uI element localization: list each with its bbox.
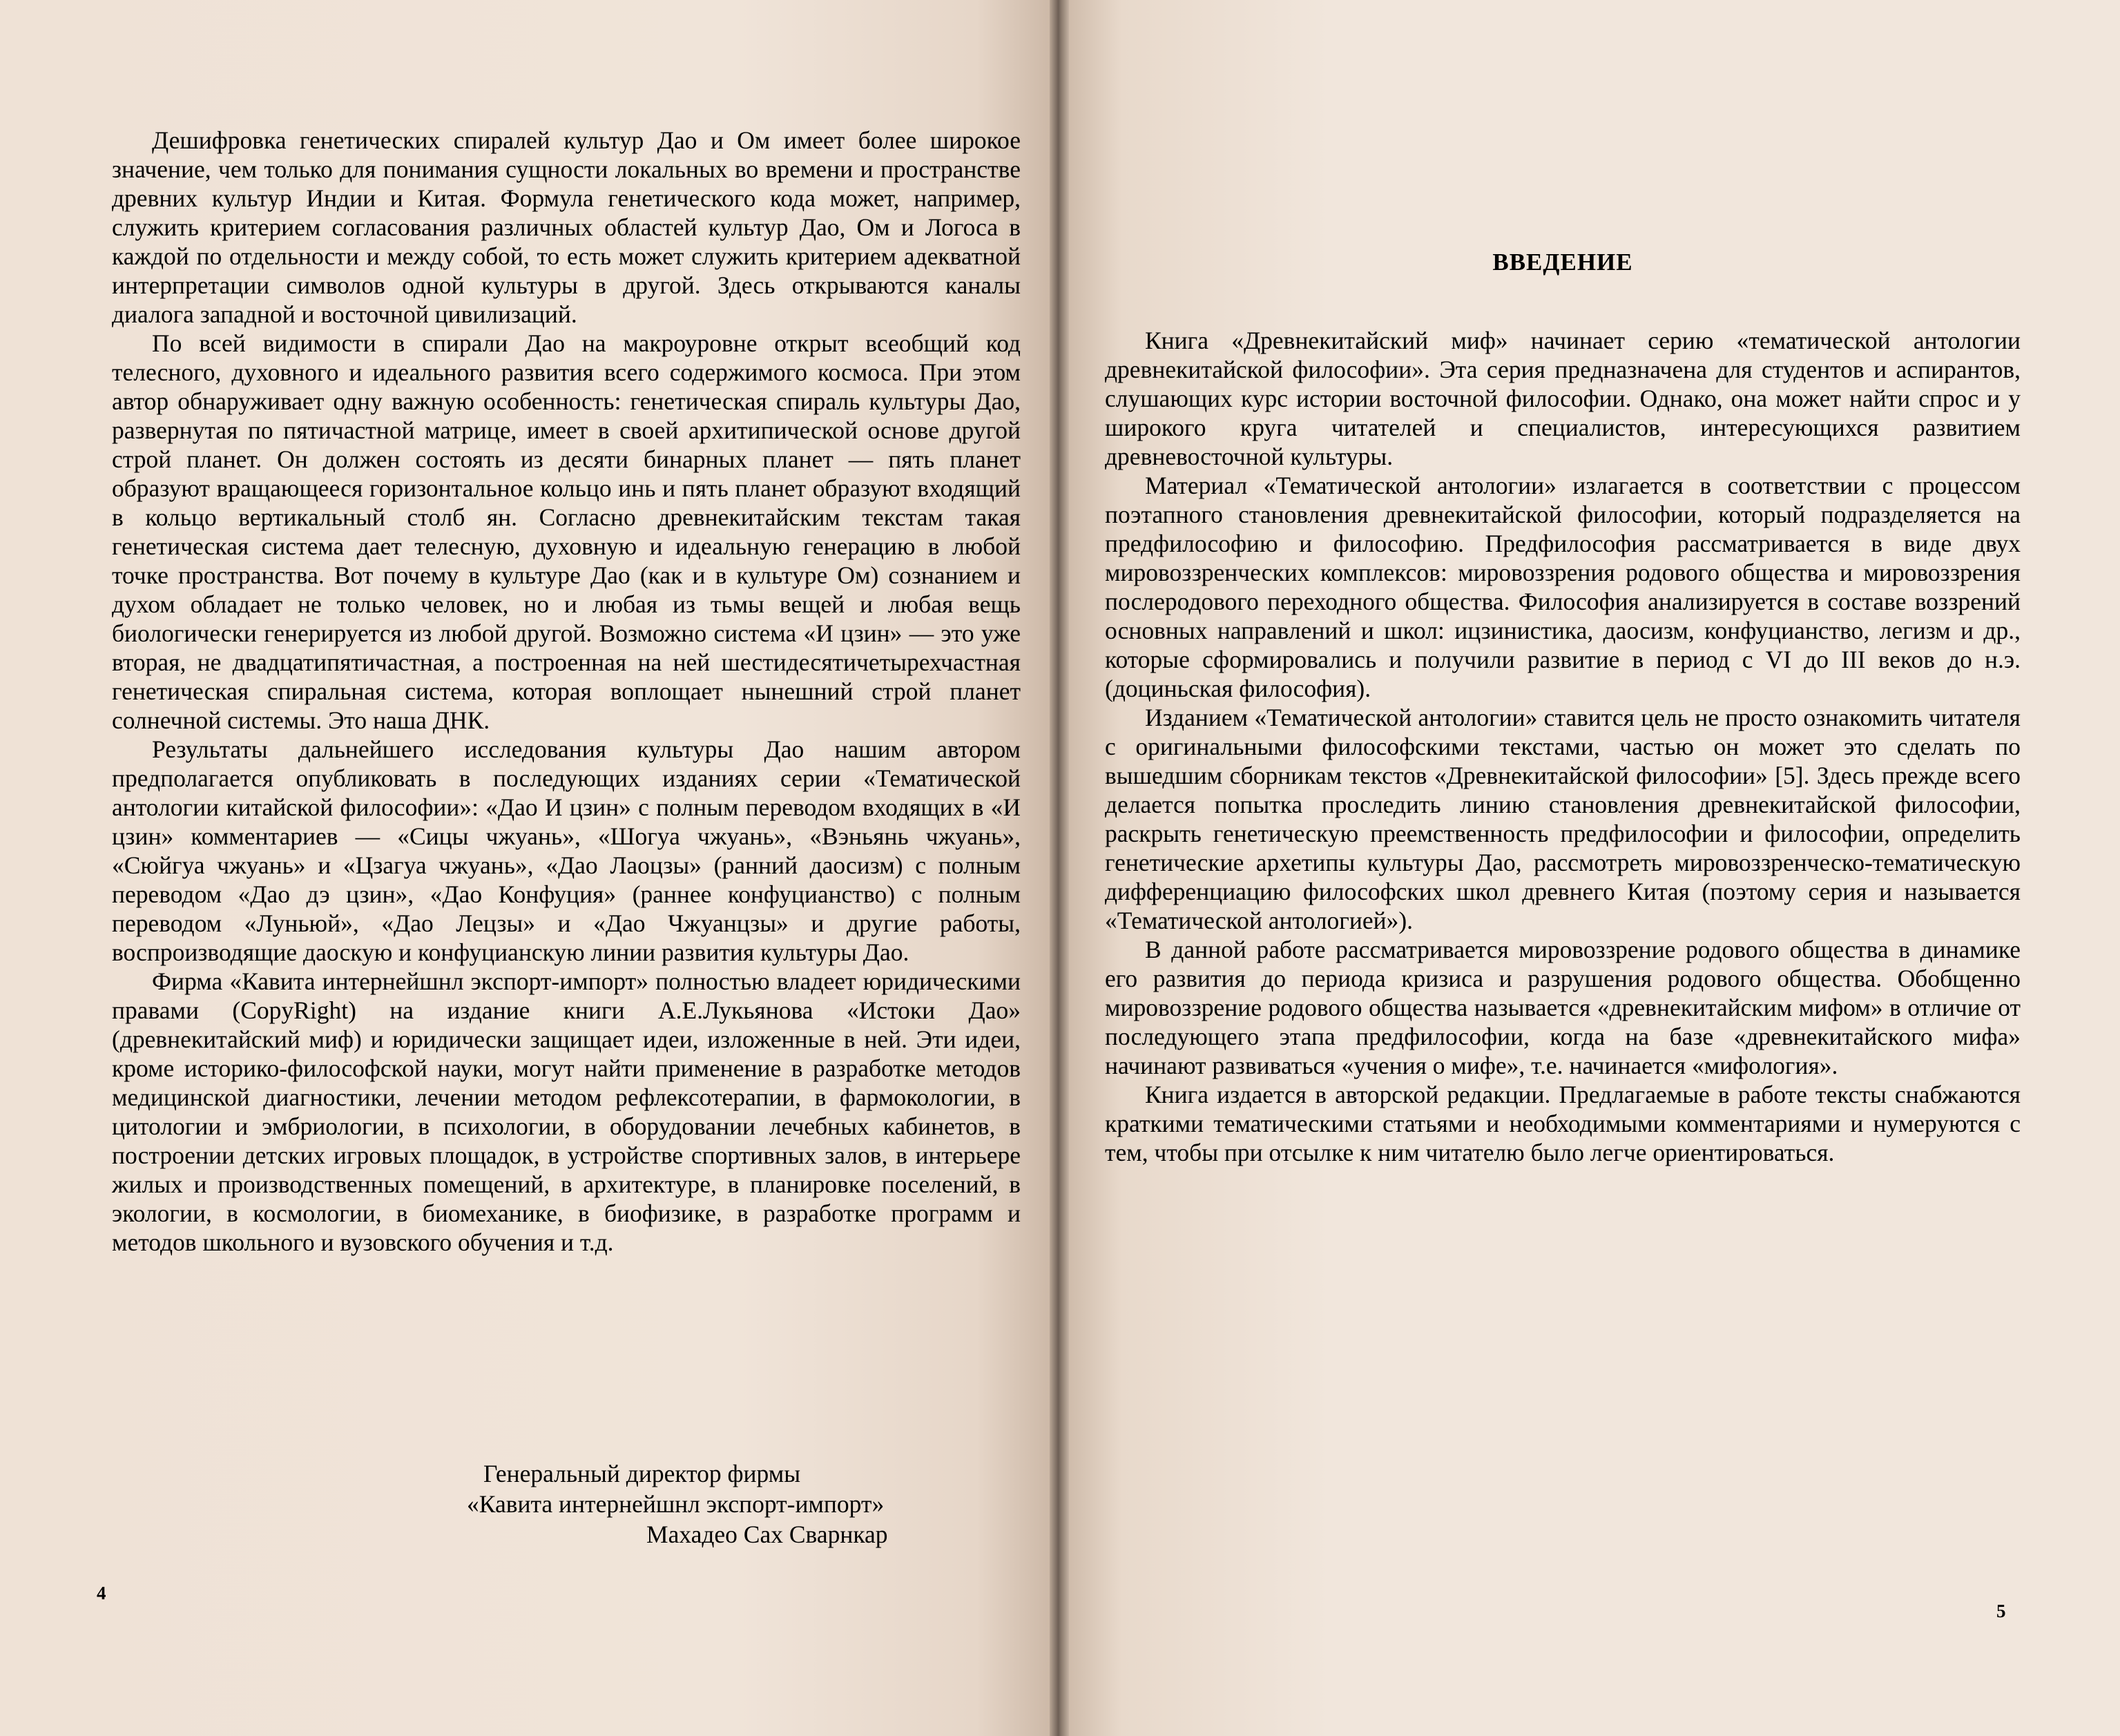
right-paragraph-3: Изданием «Тематической антологии» ставится цель не просто ознакомить читателя с оригинальными философскими текстами, частью он может это сделать по вышедшим сборникам текстов «Древнекитайской философии» [5]. Здесь прежде всего делается попытка проследить линию становления древнекитайской философии, раскрыть генетическую преемственность предфилософии и философии, определить генетические архетипы культуры Дао, рассмотреть мировоззренческо-тематическую дифференциацию философских школ древнего Китая (поэтому серия и называется «Тематической антологией»). xyxy=(1105,704,2021,934)
page-number-right: 5 xyxy=(1996,1601,2006,1621)
book-gutter xyxy=(1050,0,1069,1736)
right-paragraph-4: В данной работе рассматривается мировоззрение родового общества в динамике его развития до периода кризиса и разрушения родового общества. Обобщенно мировоззрение родового общества называется «древнекитайским мифом» в отличие от последующего этапа предфилософии, когда на базе «древнекитайского мифа» начинают развиваться «учения о мифе», т.е. начинается «мифология». xyxy=(1105,936,2021,1079)
left-paragraph-3: Результаты дальнейшего исследования культуры Дао нашим автором предполагается опубликовать в последующих изданиях серии «Тематической антологии китайской философии»: «Дао И цзин» с полным переводом входящих в «И цзин» комментариев — «Сицы чжуань», «Шогуа чжуань», «Вэньянь чжуань», «Сюйгуа чжуань» и «Цзагуа чжуань», «Дао Лаоцзы» (ранний даосизм) с полным переводом «Дао дэ цзин», «Дао Конфуция» (раннее конфуцианство) с полным переводом «Луньюй», «Дао Лецзы» и «Дао Чжуанцзы» и другие работы, воспроизводящие даоскую и конфуцианскую линии развития культуры Дао. xyxy=(112,735,1021,966)
signature-name: Махадео Сах Сварнкар xyxy=(646,1521,888,1548)
page-number-left: 4 xyxy=(97,1583,106,1603)
right-paragraph-2: Материал «Тематической антологии» излагается в соответствии с процессом поэтапного становления древнекитайской философии, который подразделяется на предфилософию и философию. Предфилософия рассматривается в виде двух мировоззренческих комплексов: мировоззрения родового общества и мировоззрения послеродового переходного общества. Философия анализируется в составе воззрений основных направлений и школ: ицзинистика, даосизм, конфуцианство, легизм и др., которые сформировались и получили развитие в период с VI до III веков до н.э. (доциньская философия). xyxy=(1105,472,2021,702)
left-paragraph-1: Дешифровка генетических спиралей культур Дао и Ом имеет более широкое значение, чем только для понимания сущности локальных во времени и пространстве древних культур Индии и Китая. Формула генетического кода может, например, служить критерием согласования различных областей культур Дао, Ом и Логоса в каждой по отдельности и между собой, то есть может служить критерием адекватной интерпретации символов одной культуры в другой. Здесь открываются каналы диалога западной и восточной цивилизаций. xyxy=(112,126,1021,328)
signature-company: «Кавита интернейшнл экспорт-импорт» xyxy=(467,1490,885,1518)
right-paragraph-5: Книга издается в авторской редакции. Предлагаемые в работе тексты снабжаются краткими тематическими статьями и необходимыми комментариями и нумеруются с тем, чтобы при отсылке к ним читателю было легче ориентироваться. xyxy=(1105,1081,2021,1166)
chapter-heading: ВВЕДЕНИЕ xyxy=(1492,249,1633,276)
signature-title: Генеральный директор фирмы xyxy=(483,1460,801,1487)
right-page-body xyxy=(1105,326,2021,1167)
left-page-body xyxy=(112,126,1021,1257)
left-paragraph-2: По всей видимости в спирали Дао на макроуровне открыт всеобщий код телесного, духовного и идеального развития всего содержимого космоса. При этом автор обнаруживает одну важную особенность: генетическая спираль культуры Дао, развернутая по пятичастной матрице, имеет в своей архитипической основе другой строй планет. Он должен состоять из десяти бинарных планет — пять планет образуют вращающееся горизонтальное кольцо инь и пять планет образуют входящий в кольцо вертикальный столб ян. Согласно древнекитайским текстам такая генетическая система дает телесную, духовную и идеальную генерацию в любой точке пространства. Вот почему в культуре Дао (как и в культуре Ом) сознанием и духом обладает не только человек, но и любая из тьмы вещей и любая вещь биологически генерируется из любой другой. Возможно система «И цзин» — это уже вторая, не двадцатипятичастная, а построенная на ней шестидесятичетырехчастная генетическая спиральная система, которая воплощает нынешний строй планет солнечной системы. Это наша ДНК. xyxy=(112,329,1021,734)
right-paragraph-1: Книга «Древнекитайский миф» начинает серию «тематической антологии древнекитайской философии». Эта серия предназначена для студентов и аспирантов, слушающих курс истории восточной философии. Однако, она может найти спрос и у широкого круга читателей и специалистов, интересующихся развитием древневосточной культуры. xyxy=(1105,327,2021,470)
left-paragraph-4: Фирма «Кавита интернейшнл экспорт-импорт» полностью владеет юридическими правами (CopyRight) на издание книги А.Е.Лукьянова «Истоки Дао» (древнекитайский миф) и юридически защищает идеи, изложенные в ней. Эти идеи, кроме историко-философской науки, могут найти применение в разработке методов медицинской диагностики, лечении методом рефлексотерапии, в фармокологии, в цитологии и эмбриологии, в психологии, в оборудовании лечебных кабинетов, в построении детских игровых площадок, в устройстве спортивных залов, в интерьере жилых и производственных помещений, в архитектуре, в планировке поселений, в экологии, в космологии, в биомеханике, в биофизике, в разработке программ и методов школьного и вузовского обучения и т.д. xyxy=(112,967,1021,1256)
